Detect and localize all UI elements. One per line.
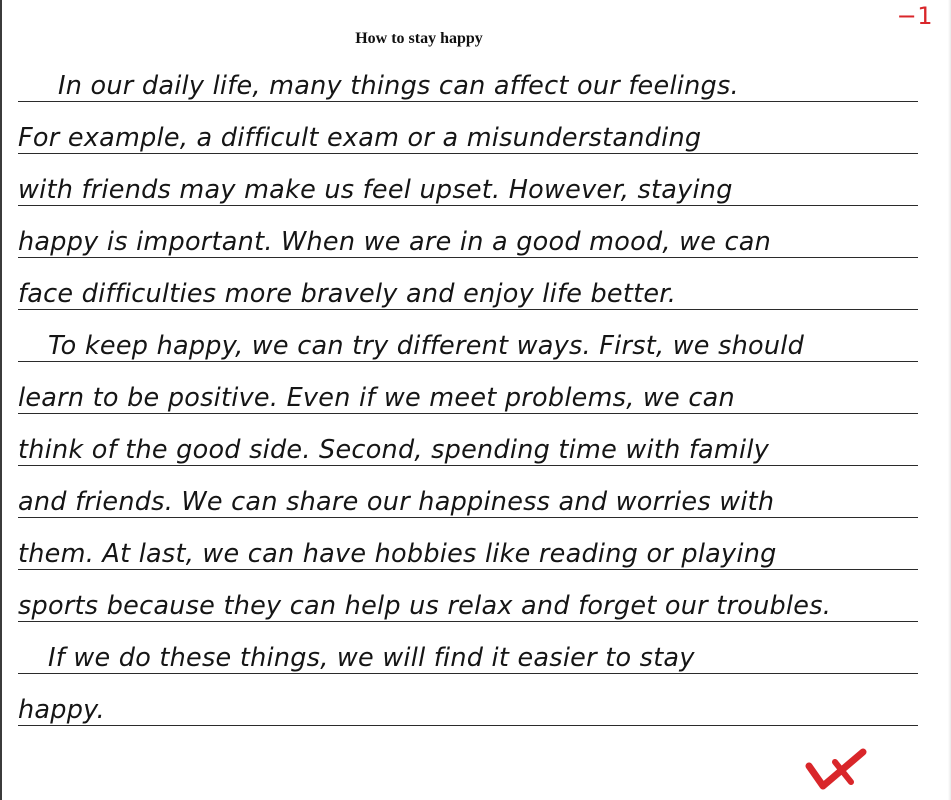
handwritten-line-3: with friends may make us feel upset. However, staying	[18, 174, 733, 205]
ruled-line-5	[18, 258, 918, 310]
grading-check-mark-icon	[805, 748, 867, 792]
essay-title: How to stay happy	[355, 30, 483, 47]
handwritten-line-8: think of the good side. Second, spending time with family	[18, 434, 770, 465]
ruled-line-2	[18, 102, 918, 154]
ruled-line-9	[18, 466, 918, 518]
ruled-line-1	[18, 50, 918, 102]
ruled-line-8	[18, 414, 918, 466]
handwritten-line-4: happy is important. When we are in a good mood, we can	[18, 226, 772, 257]
handwritten-line-12: If we do these things, we will find it easier to stay	[48, 642, 695, 673]
handwritten-line-5: face difficulties more bravely and enjoy life better.	[18, 278, 677, 309]
ruled-line-4	[18, 206, 918, 258]
handwritten-line-11: sports because they can help us relax and forget our troubles.	[18, 590, 832, 621]
score-mark: −1	[896, 2, 933, 30]
ruled-line-7	[18, 362, 918, 414]
handwritten-line-9: and friends. We can share our happiness and worries with	[18, 486, 775, 517]
ruled-line-13	[18, 674, 918, 726]
handwritten-line-6: To keep happy, we can try different ways. First, we should	[48, 330, 805, 361]
handwritten-line-10: them. At last, we can have hobbies like reading or playing	[18, 538, 777, 569]
ruled-line-3	[18, 154, 918, 206]
handwritten-line-13: happy.	[18, 694, 105, 725]
handwritten-line-7: learn to be positive. Even if we meet problems, we can	[18, 382, 735, 413]
ruled-line-6	[18, 310, 918, 362]
handwritten-line-1: In our daily life, many things can affect our feelings.	[58, 70, 739, 101]
ruled-line-10	[18, 518, 918, 570]
handwritten-line-2: For example, a difficult exam or a misunderstanding	[18, 122, 702, 153]
ruled-line-12	[18, 622, 918, 674]
ruled-line-11	[18, 570, 918, 622]
